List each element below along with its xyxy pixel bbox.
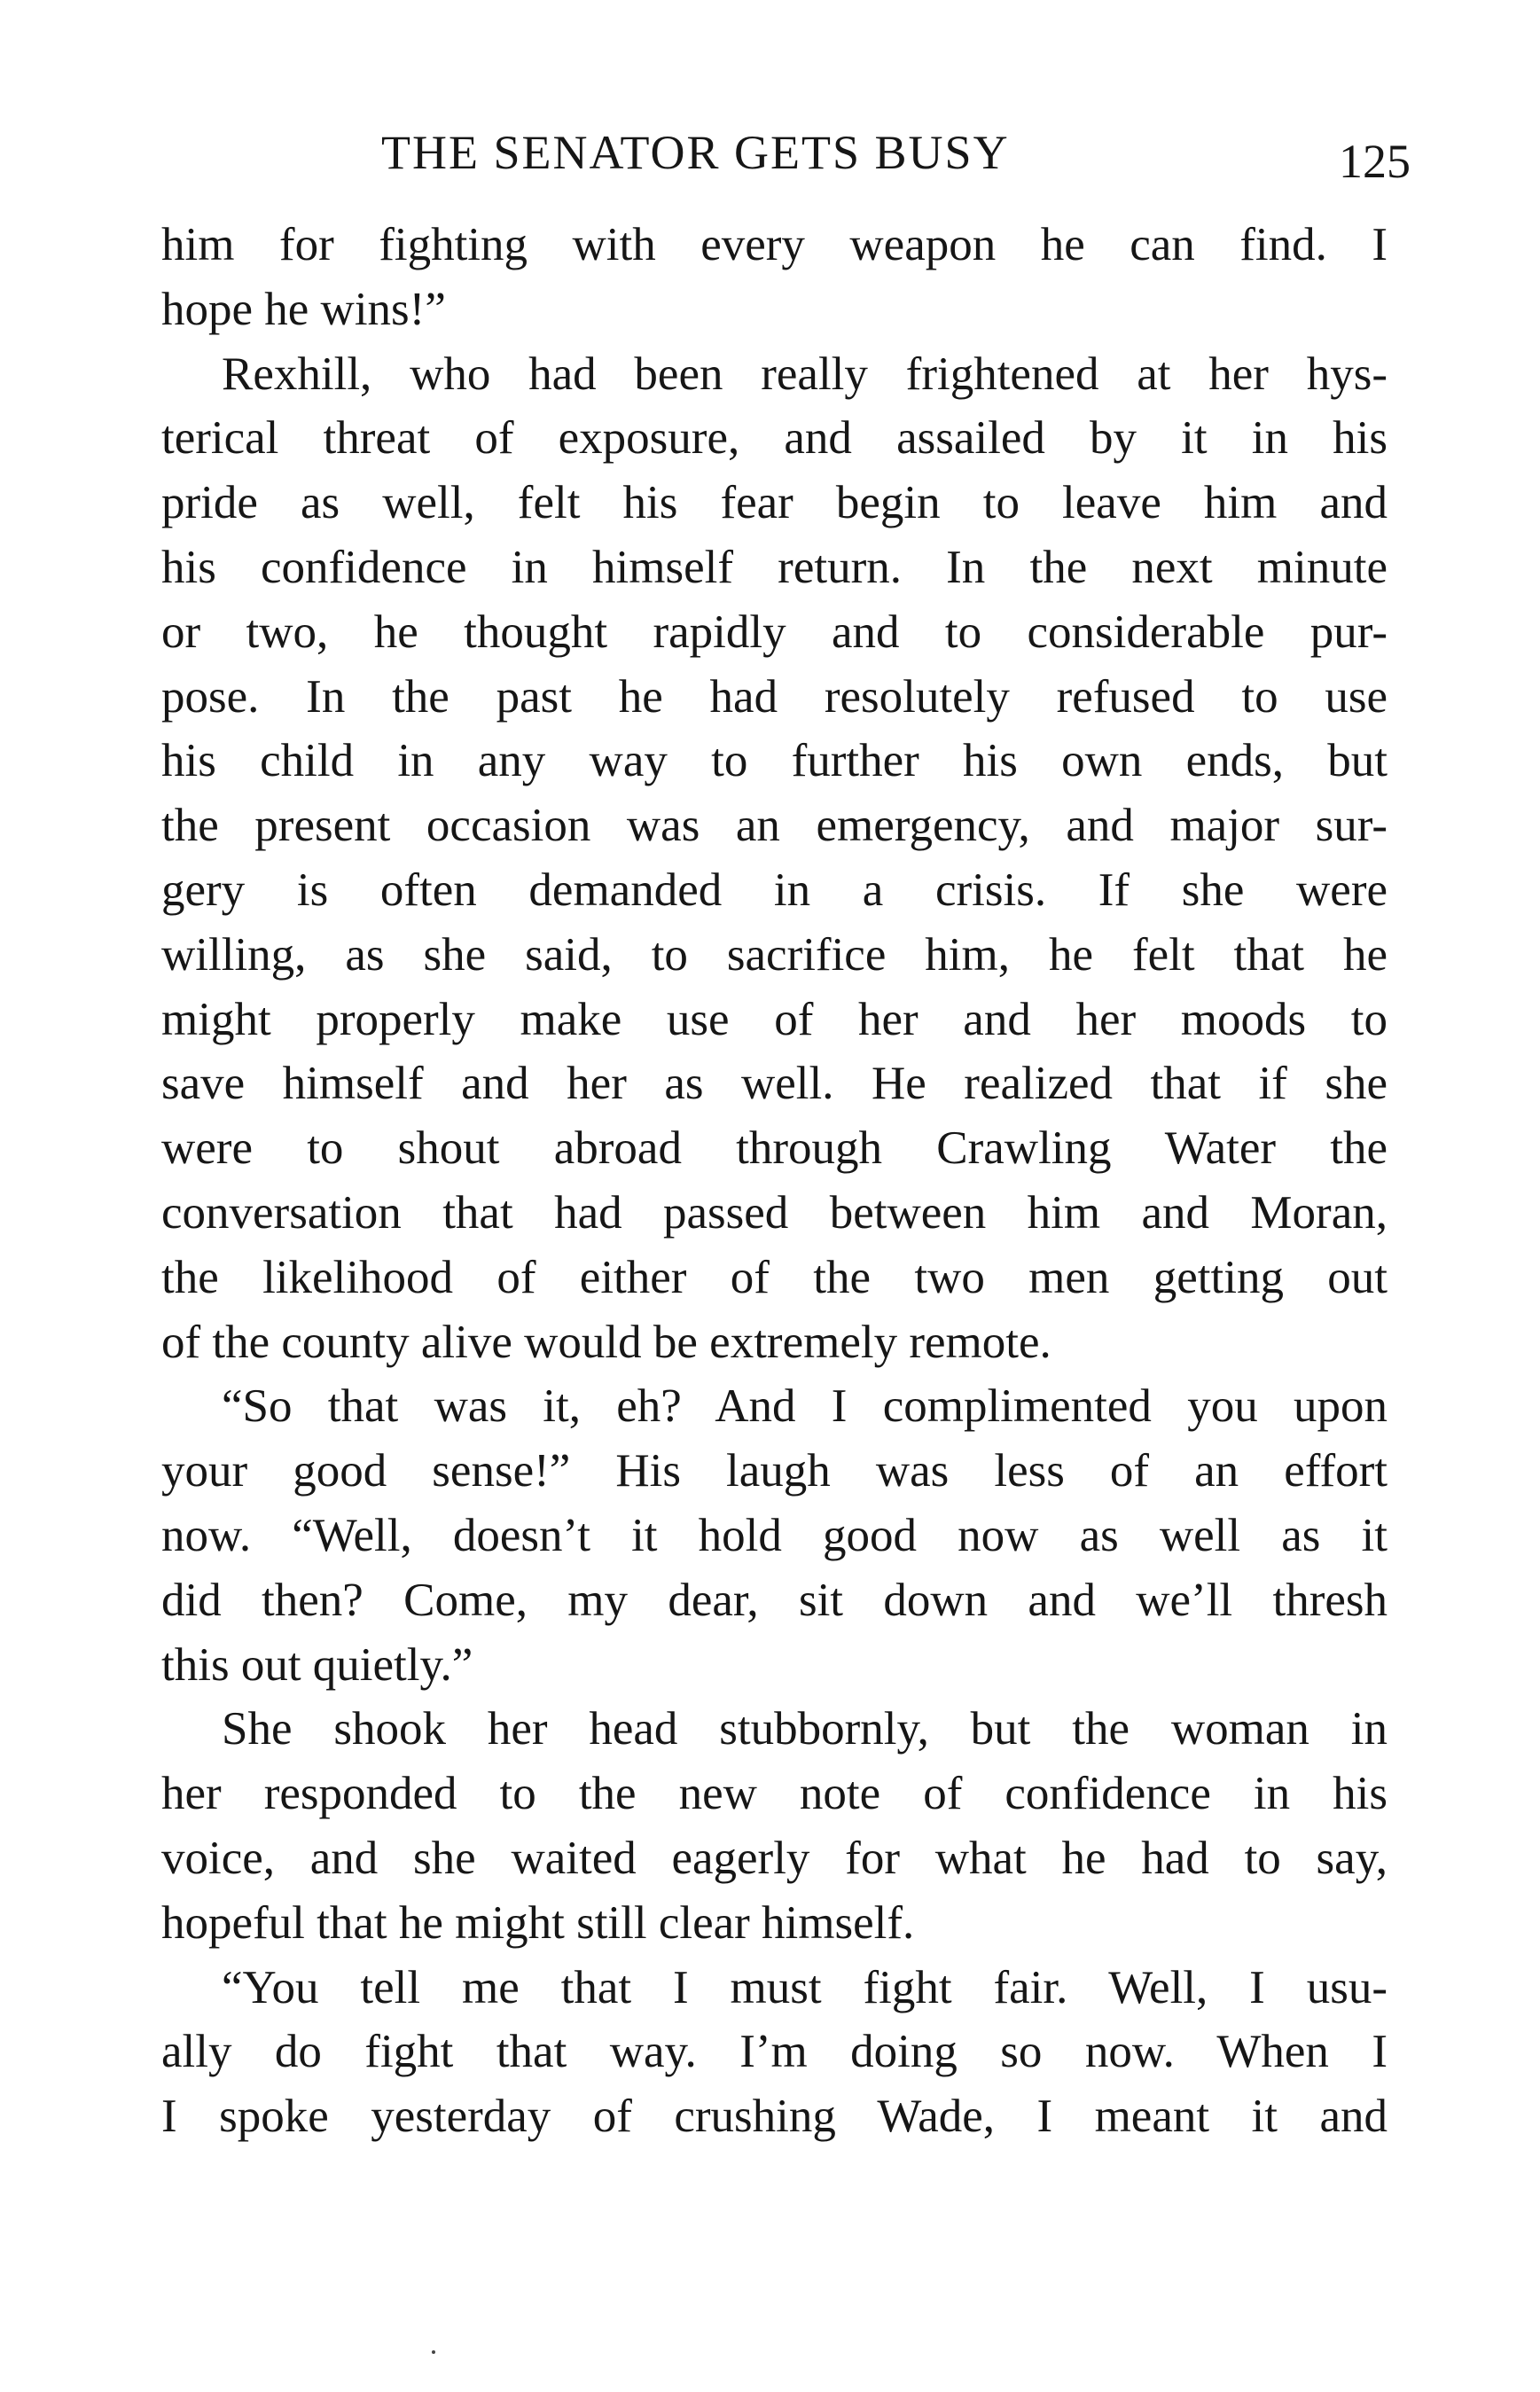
text-line: his child in any way to further his own ends, but <box>161 735 1388 787</box>
text-line: his confidence in himself return. In the next minute <box>161 541 1388 593</box>
text-line: might properly make use of her and her moods to <box>161 993 1388 1045</box>
text-line: your good sense!” His laugh was less of an effort <box>161 1445 1388 1497</box>
text-line: willing, as she said, to sacrifice him, he felt that he <box>161 928 1388 981</box>
text-line: “So that was it, eh? And I complimented you upon <box>222 1380 1388 1433</box>
running-head: THE SENATOR GETS BUSY <box>381 126 1010 179</box>
text-line: this out quietly.” <box>161 1638 473 1691</box>
text-line: her responded to the new note of confidence in his <box>161 1768 1388 1820</box>
text-line: him for fighting with every weapon he can find. I <box>161 219 1388 270</box>
text-line: of the county alive would be extremely remote. <box>161 1316 1051 1368</box>
text-line: “You tell me that I must fight fair. Well, I usu- <box>222 1961 1388 2013</box>
text-line: Rexhill, who had been really frightened at her hys- <box>222 348 1388 400</box>
text-line: I spoke yesterday of crushing Wade, I meant it and <box>161 2091 1388 2143</box>
print-speck <box>432 2350 435 2354</box>
text-line: hopeful that he might still clear himself. <box>161 1896 915 1949</box>
text-line: the present occasion was an emergency, and major sur- <box>161 800 1388 852</box>
text-line: She shook her head stubbornly, but the woman in <box>222 1703 1388 1755</box>
text-line: the likelihood of either of the two men getting out <box>161 1251 1388 1303</box>
text-line: pride as well, felt his fear begin to leave him and <box>161 477 1388 529</box>
body-text <box>161 213 1388 2149</box>
text-line: terical threat of exposure, and assailed by it in his <box>161 412 1388 465</box>
text-line: hope he wins!” <box>161 283 446 335</box>
text-line: save himself and her as well. He realized that if she <box>161 1058 1388 1110</box>
page-number: 125 <box>1339 135 1411 188</box>
text-line: or two, he thought rapidly and to considerable pur- <box>161 606 1388 658</box>
text-line: did then? Come, my dear, sit down and we’ll thresh <box>161 1574 1388 1626</box>
text-line: pose. In the past he had resolutely refused to use <box>161 670 1388 723</box>
text-line: voice, and she waited eagerly for what he had to say, <box>161 1832 1388 1884</box>
text-line: now. “Well, doesn’t it hold good now as well as it <box>161 1509 1388 1561</box>
text-line: were to shout abroad through Crawling Water the <box>161 1122 1388 1175</box>
text-line: conversation that had passed between him and Moran, <box>161 1186 1388 1239</box>
text-line: gery is often demanded in a crisis. If she were <box>161 864 1388 916</box>
text-line: ally do fight that way. I’m doing so now. When I <box>161 2026 1388 2078</box>
